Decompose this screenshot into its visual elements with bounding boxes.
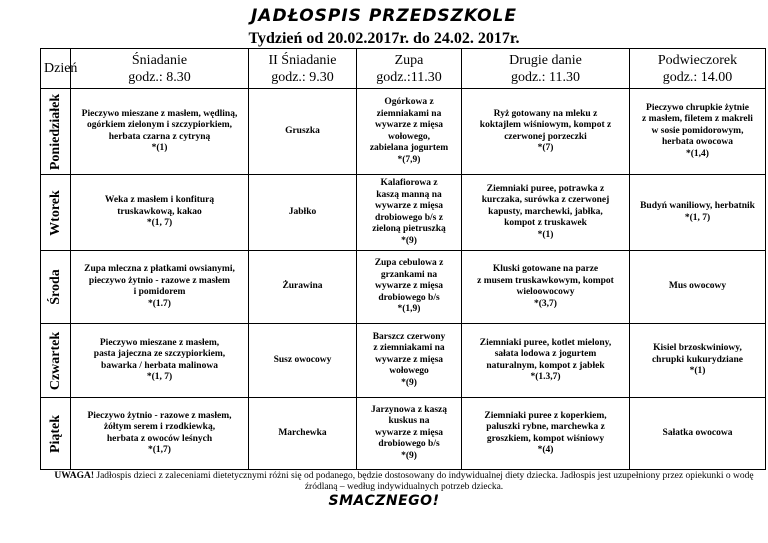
day-cell — [41, 175, 71, 251]
header-second-breakfast-name: II Śniadanie — [268, 52, 337, 68]
header-main — [462, 49, 630, 89]
day-label: Poniedziałek — [47, 93, 63, 170]
second-breakfast-text: Żurawina — [282, 281, 323, 292]
soup-text: Ogórkowa z ziemniakami na wywarze z mięsa wołowego, zabielana jogurtem *(7,9) — [369, 97, 449, 165]
snack-text: Kisiel brzoskwiniowy, chrupki kukurydziane *(1) — [651, 343, 744, 377]
header-second-breakfast — [249, 49, 357, 89]
header-soup-time: godz.:11.30 — [376, 69, 442, 85]
main-course-cell — [462, 175, 630, 251]
day-label: Środa — [47, 269, 63, 305]
day-row-friday — [41, 398, 766, 470]
day-row-tuesday — [41, 175, 766, 251]
menu-table — [40, 48, 766, 470]
footer-greeting: SMACZNEGO! — [328, 493, 440, 509]
soup-text: Barszcz czerwony z ziemniakami na wywarze z mięsa wołowego *(9) — [372, 331, 446, 388]
breakfast-text: Zupa mleczna z płatkami owsianymi, pieczywo żytnio - razowe z masłem i pomidorem *(1.7) — [84, 264, 235, 309]
breakfast-text: Pieczywo mieszane z masłem, wędliną, ogórkiem zielonym i szczypiorkiem, herbata czarna z cytryną *(1) — [81, 108, 238, 153]
header-second-breakfast-time: godz.: 9.30 — [271, 69, 334, 85]
soup-cell — [357, 398, 462, 470]
snack-cell — [630, 175, 766, 251]
header-breakfast-time: godz.: 8.30 — [128, 69, 191, 85]
day-cell — [41, 324, 71, 398]
header-main-time: godz.: 11.30 — [510, 69, 581, 85]
header-soup — [357, 49, 462, 89]
header-snack-name: Podwieczorek — [657, 52, 738, 68]
day-cell — [41, 398, 71, 470]
soup-text: Jarzynowa z kaszą kuskus na wywarze z mięsa drobiowego b/s *(9) — [371, 404, 447, 461]
snack-text: Mus owocowy — [668, 281, 727, 292]
menu-title: JADŁOSPIS PRZEDSZKOLE — [250, 6, 517, 26]
main-course-cell — [462, 89, 630, 175]
snack-text: Pieczywo chrupkie żytnie z masłem, filetem z makreli w sosie pomidorowym, herbata owocowa *(1,4) — [642, 102, 753, 159]
day-row-wednesday — [41, 251, 766, 324]
week-range: Tydzień od 20.02.2017r. do 24.02. 2017r. — [248, 30, 520, 47]
day-label: Wtorek — [47, 189, 63, 236]
day-row-thursday — [41, 324, 766, 398]
breakfast-text: Weka z masłem i konfiturą truskawkową, kakao *(1, 7) — [104, 195, 215, 229]
soup-cell — [357, 251, 462, 324]
second-breakfast-cell — [249, 175, 357, 251]
soup-cell — [357, 324, 462, 398]
breakfast-text: Pieczywo mieszane z masłem, pasta jajeczna ze szczypiorkiem, bawarka / herbata malinowa *(1, 7) — [93, 337, 226, 382]
header-day: Dzień — [41, 49, 71, 89]
breakfast-cell — [71, 398, 249, 470]
header-main-name: Drugie danie — [509, 52, 582, 68]
main-course-text: Ryż gotowany na mleku z koktajlem wiśniowym, kompot z czerwonej porzeczki *(7) — [479, 108, 612, 153]
second-breakfast-text: Marchewka — [278, 427, 327, 438]
main-course-text: Ziemniaki puree, potrawka z kurczaka, surówka z czerwonej kapusty, marchewki, jabłka, kompot z truskawek *(1) — [481, 183, 610, 240]
second-breakfast-text: Gruszka — [285, 125, 320, 136]
soup-cell — [357, 175, 462, 251]
header-breakfast-name: Śniadanie — [131, 52, 188, 68]
header-soup-name: Zupa — [394, 52, 424, 68]
breakfast-cell — [71, 251, 249, 324]
second-breakfast-text: Jabłko — [288, 206, 317, 217]
second-breakfast-cell — [249, 89, 357, 175]
soup-text: Kalafiorowa z kaszą manną na wywarze z mięsa drobiowego b/s z zieloną pietruszką *(9) — [372, 178, 446, 246]
main-course-cell — [462, 324, 630, 398]
soup-text: Zupa cebulowa z grzankami na wywarze z mięsa drobiowego b/s *(1,9) — [374, 258, 444, 315]
second-breakfast-text: Susz owocowy — [273, 354, 332, 365]
note-label: UWAGA! — [54, 471, 95, 481]
second-breakfast-cell — [249, 398, 357, 470]
snack-cell — [630, 89, 766, 175]
snack-cell — [630, 251, 766, 324]
soup-cell — [357, 89, 462, 175]
header-snack — [630, 49, 766, 89]
main-course-text: Kluski gotowane na parze z musem truskawkowym, kompot wieloowocowy *(3,7) — [477, 264, 614, 309]
breakfast-cell — [71, 324, 249, 398]
header-snack-time: godz.: 14.00 — [662, 69, 733, 85]
day-label: Czwartek — [47, 331, 63, 390]
second-breakfast-cell — [249, 251, 357, 324]
day-cell — [41, 89, 71, 175]
note-text: Jadłospis dzieci z zaleceniami dietetycznymi różni się od podanego, będzie dostosowany do indywidualnej diety dziecka. Jadłospis jest uzupełniony przez opiekunki o wodę źródlaną – według indywidualnych potrzeb dziecka. — [94, 471, 754, 492]
snack-cell — [630, 324, 766, 398]
snack-text: Sałatka owocowa — [662, 427, 733, 438]
day-row-monday — [41, 89, 766, 175]
snack-cell — [630, 398, 766, 470]
day-cell — [41, 251, 71, 324]
main-course-cell — [462, 251, 630, 324]
main-course-text: Ziemniaki puree, kotlet mielony, sałata lodowa z jogurtem naturalnym, kompot z jabłek *(1.3,7) — [479, 337, 612, 382]
main-course-cell — [462, 398, 630, 470]
breakfast-cell — [71, 89, 249, 175]
header-row — [41, 49, 766, 89]
snack-text: Budyń waniliowy, herbatnik *(1, 7) — [640, 201, 755, 223]
day-label: Piątek — [47, 414, 63, 453]
second-breakfast-cell — [249, 324, 357, 398]
header-breakfast — [71, 49, 249, 89]
note — [44, 471, 764, 493]
main-course-text: Ziemniaki puree z koperkiem, paluszki rybne, marchewka z groszkiem, kompot wiśniowy *(4) — [484, 410, 607, 455]
breakfast-text: Pieczywo żytnio - razowe z masłem, żółtym serem i rzodkiewką, herbata z owoców leśnych *(1,7) — [87, 410, 232, 455]
breakfast-cell — [71, 175, 249, 251]
